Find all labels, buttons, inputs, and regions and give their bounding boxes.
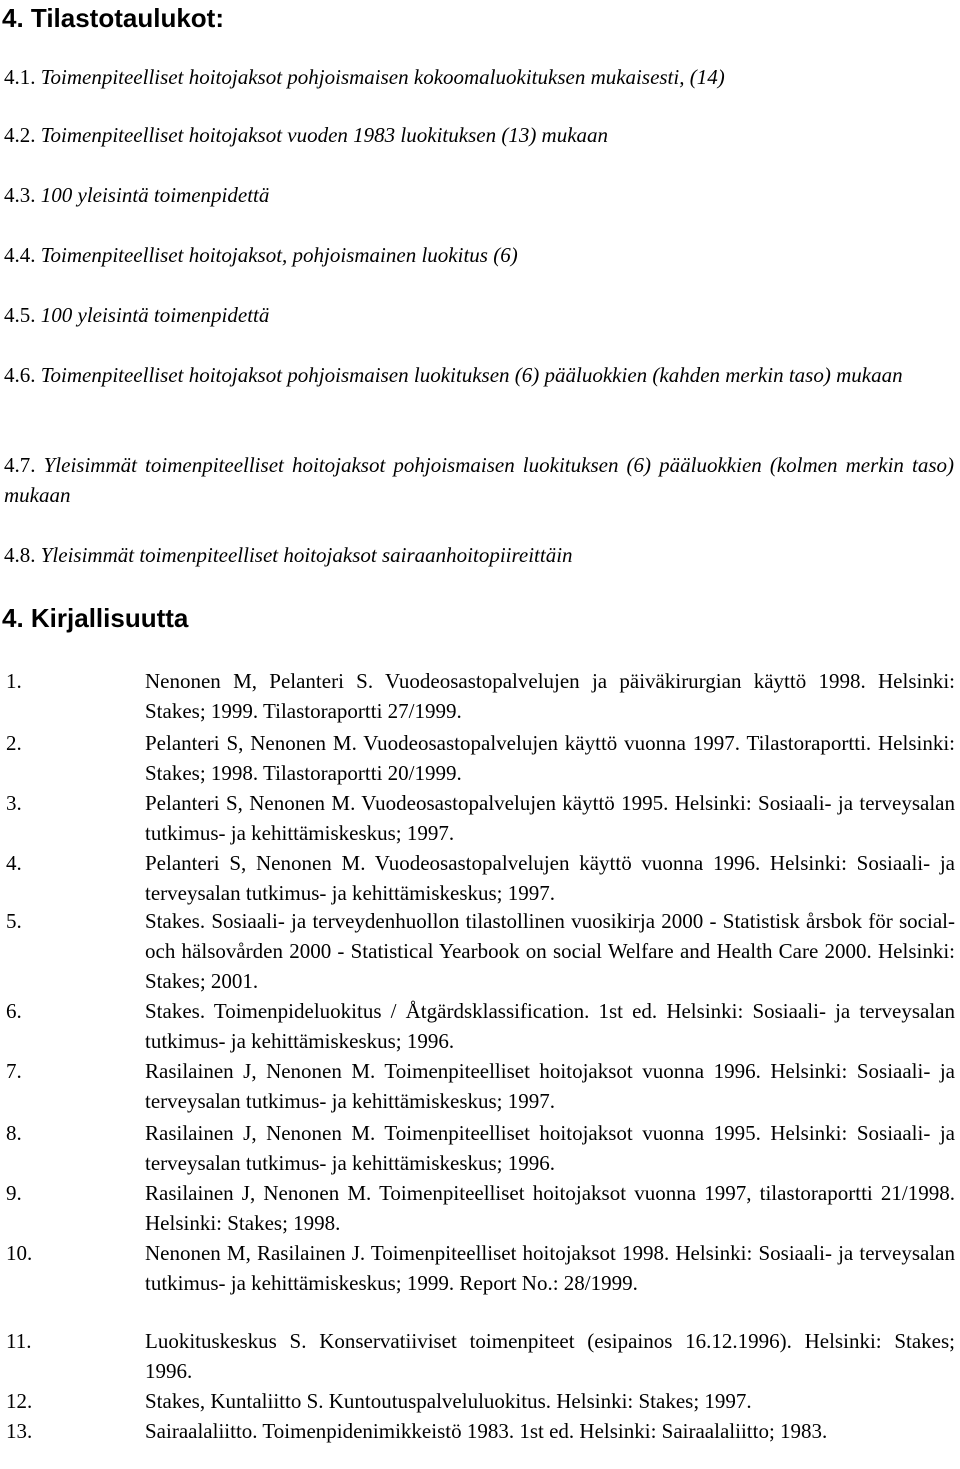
toc-title: Toimenpiteelliset hoitojaksot vuoden 1983 luokituksen (13) mukaan <box>40 123 609 147</box>
reference-text: Stakes. Toimenpideluokitus / Åtgärdsklassification. 1st ed. Helsinki: Sosiaali- ja terveysalan tutkimus- ja kehittämiskeskus; 1996. <box>145 999 955 1053</box>
reference-text: Pelanteri S, Nenonen M. Vuodeosastopalvelujen käyttö 1995. Helsinki: Sosiaali- ja terveysalan tutkimus- ja kehittämiskeskus; 1997. <box>145 791 955 845</box>
toc-title: Yleisimmät toimenpiteelliset hoitojaksot sairaanhoitopiireittäin <box>40 543 573 567</box>
toc-item-4-8 <box>4 540 954 570</box>
reference-text: Stakes. Sosiaali- ja terveydenhuollon tilastollinen vuosikirja 2000 - Statistisk årsbok för social- och hälsovården 2000 - Statistical Yearbook on social Welfare and Health Care 2000. Helsinki: Stakes; 2001. <box>145 909 955 993</box>
toc-number: 4.2. <box>4 123 36 147</box>
toc-item-4-6 <box>4 360 954 390</box>
toc-number: 4.7. <box>4 453 36 477</box>
reference-number: 8. <box>6 1121 22 1145</box>
toc-number: 4.5. <box>4 303 36 327</box>
toc-item-4-3 <box>4 180 954 210</box>
reference-text: Stakes, Kuntaliitto S. Kuntoutuspalveluluokitus. Helsinki: Stakes; 1997. <box>145 1389 752 1413</box>
reference-number: 13. <box>6 1419 33 1443</box>
reference-text: Sairaalaliitto. Toimenpidenimikkeistö 1983. 1st ed. Helsinki: Sairaalaliitto; 1983. <box>145 1419 828 1443</box>
toc-item-4-4 <box>4 240 954 270</box>
reference-number: 7. <box>6 1059 22 1083</box>
toc-number: 4.3. <box>4 183 36 207</box>
toc-title: 100 yleisintä toimenpidettä <box>40 303 270 327</box>
toc-title: Yleisimmät toimenpiteelliset hoitojaksot pohjoismaisen luokituksen (6) pääluokkien (kolmen merkin taso) mukaan <box>4 453 955 507</box>
section-heading-literature: 4. Kirjallisuutta <box>2 603 189 633</box>
toc-title: Toimenpiteelliset hoitojaksot pohjoismaisen luokituksen (6) pääluokkien (kahden merkin taso) mukaan <box>40 363 903 387</box>
reference-text: Nenonen M, Rasilainen J. Toimenpiteelliset hoitojaksot 1998. Helsinki: Sosiaali- ja terveysalan tutkimus- ja kehittämiskeskus; 1999. Report No.: 28/1999. <box>145 1241 955 1295</box>
reference-number: 1. <box>6 669 22 693</box>
toc-item-4-7 <box>4 450 954 510</box>
toc-title: Toimenpiteelliset hoitojaksot, pohjoismainen luokitus (6) <box>40 243 518 267</box>
toc-item-4-2 <box>4 120 954 150</box>
reference-text: Rasilainen J, Nenonen M. Toimenpiteelliset hoitojaksot vuonna 1995. Helsinki: Sosiaali- ja terveysalan tutkimus- ja kehittämiskeskus; 1996. <box>145 1121 955 1175</box>
toc-number: 4.6. <box>4 363 36 387</box>
reference-text: Pelanteri S, Nenonen M. Vuodeosastopalvelujen käyttö vuonna 1997. Tilastoraportti. Helsinki: Stakes; 1998. Tilastoraportti 20/1999. <box>145 731 955 785</box>
reference-number: 6. <box>6 999 22 1023</box>
reference-text: Pelanteri S, Nenonen M. Vuodeosastopalvelujen käyttö vuonna 1996. Helsinki: Sosiaali- ja terveysalan tutkimus- ja kehittämiskeskus; 1997. <box>145 851 955 905</box>
reference-number: 11. <box>6 1329 32 1353</box>
reference-number: 12. <box>6 1389 33 1413</box>
reference-number: 10. <box>6 1241 33 1265</box>
toc-number: 4.1. <box>4 65 36 89</box>
reference-text: Nenonen M, Pelanteri S. Vuodeosastopalvelujen ja päiväkirurgian käyttö 1998. Helsinki: Stakes; 1999. Tilastoraportti 27/1999. <box>145 669 955 723</box>
reference-number: 3. <box>6 791 22 815</box>
reference-text: Luokituskeskus S. Konservatiiviset toimenpiteet (esipainos 16.12.1996). Helsinki: Stakes; 1996. <box>145 1329 955 1383</box>
toc-item-4-1 <box>4 62 954 92</box>
reference-number: 9. <box>6 1181 22 1205</box>
toc-title: 100 yleisintä toimenpidettä <box>40 183 270 207</box>
reference-text: Rasilainen J, Nenonen M. Toimenpiteelliset hoitojaksot vuonna 1996. Helsinki: Sosiaali- ja terveysalan tutkimus- ja kehittämiskeskus; 1997. <box>145 1059 955 1113</box>
toc-number: 4.8. <box>4 543 36 567</box>
toc-title: Toimenpiteelliset hoitojaksot pohjoismaisen kokoomaluokituksen mukaisesti, (14) <box>40 65 725 89</box>
reference-number: 2. <box>6 731 22 755</box>
reference-number: 4. <box>6 851 22 875</box>
reference-number: 5. <box>6 909 22 933</box>
toc-number: 4.4. <box>4 243 36 267</box>
toc-item-4-5 <box>4 300 954 330</box>
section-heading-tables: 4. Tilastotaulukot: <box>2 3 224 33</box>
reference-text: Rasilainen J, Nenonen M. Toimenpiteelliset hoitojaksot vuonna 1997, tilastoraportti 21/1998. Helsinki: Stakes; 1998. <box>145 1181 955 1235</box>
